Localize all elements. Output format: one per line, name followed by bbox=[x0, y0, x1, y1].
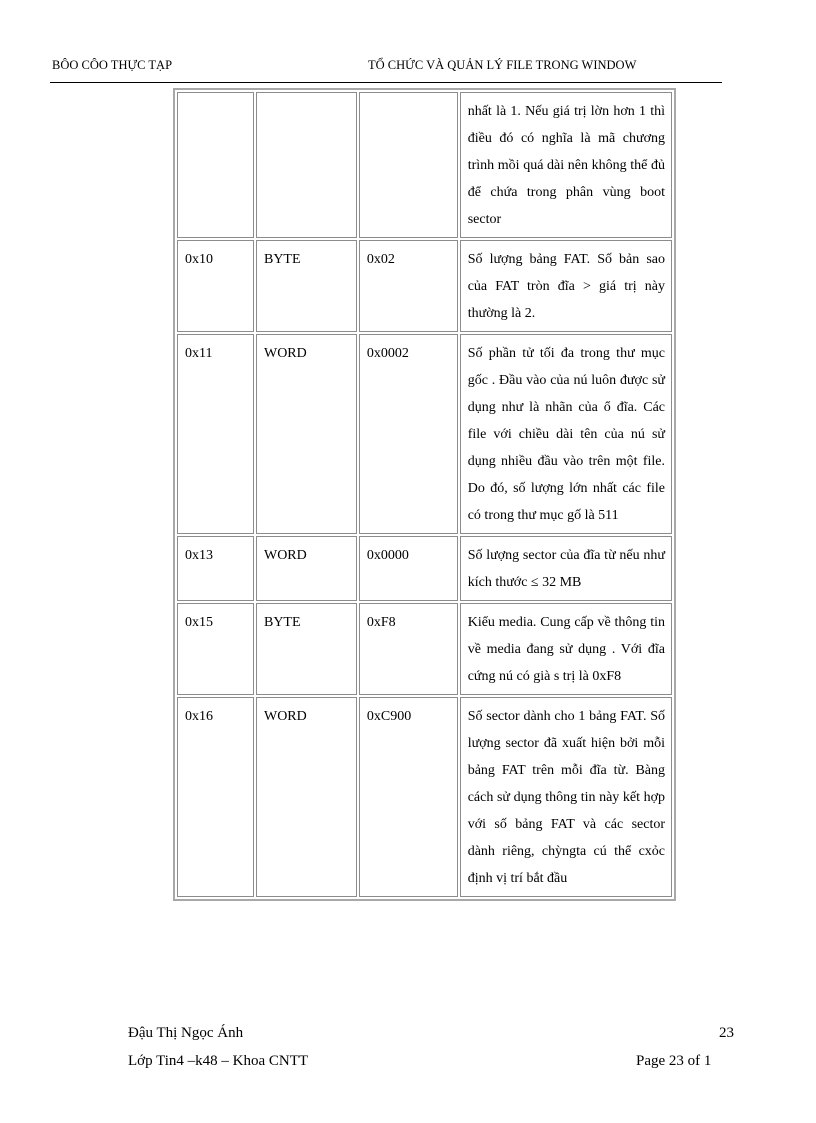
value-cell bbox=[359, 92, 458, 238]
type-cell: WORD bbox=[256, 697, 357, 897]
type-cell: WORD bbox=[256, 334, 357, 534]
table-row bbox=[177, 240, 672, 332]
page-header bbox=[50, 58, 722, 83]
header-report-title: BÔO CÔO THỰC TẠP bbox=[52, 58, 173, 72]
description-cell: Số phần tử tối đa trong thư mục gốc . Đầu vào của nú luôn được sử dụng như là nhãn của ổ đĩa. Các file với chiều dài tên của nú sử dụng nhiều đầu vào trên một file. Do đó, số lượng lớn nhất các file có trong thư mục gố là 511 bbox=[460, 334, 672, 534]
description-cell: Số lượng bảng FAT. Số bản sao của FAT tròn đĩa > giá trị này thường là 2. bbox=[460, 240, 672, 332]
type-cell: BYTE bbox=[256, 603, 357, 695]
fields-table bbox=[173, 88, 676, 901]
boot-sector-table bbox=[173, 88, 676, 901]
type-cell bbox=[256, 92, 357, 238]
description-cell: Số lượng sector của đĩa từ nếu như kích thước ≤ 32 MB bbox=[460, 536, 672, 601]
footer-page-label: Page 23 of 1 bbox=[636, 1053, 712, 1069]
offset-cell: 0x16 bbox=[177, 697, 254, 897]
description-cell: Kiểu media. Cung cấp về thông tin về media đang sử dụng . Với đĩa cứng nú có già s trị là 0xF8 bbox=[460, 603, 672, 695]
value-cell: 0x0002 bbox=[359, 334, 458, 534]
type-cell: BYTE bbox=[256, 240, 357, 332]
table-row bbox=[177, 334, 672, 534]
footer-class: Lớp Tin4 –k48 – Khoa CNTT bbox=[128, 1053, 309, 1069]
value-cell: 0xF8 bbox=[359, 603, 458, 695]
description-cell: nhất là 1. Nếu giá trị lờn hơn 1 thì điều đó có nghĩa là mã chương trình mồi quá dài nên không thể đủ để chứa trong phân vùng boot sector bbox=[460, 92, 672, 238]
description-cell: Số sector dành cho 1 bảng FAT. Số lượng sector đã xuất hiện bởi mỗi bảng FAT trên mỗi đĩa từ. Bàng cách sử dụng thông tin này kết hợp với số bảng FAT và các sector dành riêng, chỳngta cú thể cxỏc định vị trí bắt đầu bbox=[460, 697, 672, 897]
offset-cell: 0x15 bbox=[177, 603, 254, 695]
footer-page-number: 23 bbox=[719, 1025, 734, 1041]
offset-cell: 0x11 bbox=[177, 334, 254, 534]
type-cell: WORD bbox=[256, 536, 357, 601]
header-document-title: TỔ CHỨC VÀ QUẢN LÝ FILE TRONG WINDOW bbox=[368, 58, 637, 72]
footer-author: Đậu Thị Ngọc Ánh bbox=[128, 1025, 244, 1041]
table-row bbox=[177, 92, 672, 238]
offset-cell: 0x13 bbox=[177, 536, 254, 601]
value-cell: 0xC900 bbox=[359, 697, 458, 897]
offset-cell: 0x10 bbox=[177, 240, 254, 332]
table-row bbox=[177, 536, 672, 601]
table-row bbox=[177, 603, 672, 695]
table-row bbox=[177, 697, 672, 897]
offset-cell bbox=[177, 92, 254, 238]
value-cell: 0x02 bbox=[359, 240, 458, 332]
value-cell: 0x0000 bbox=[359, 536, 458, 601]
